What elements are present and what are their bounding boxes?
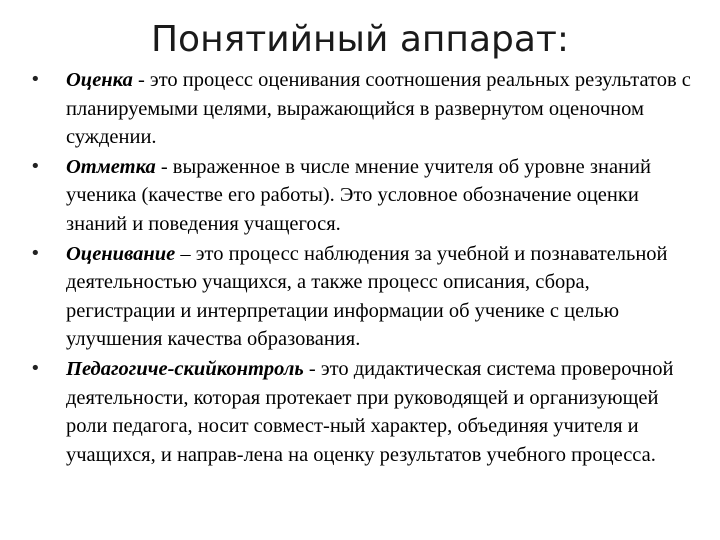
definition-term: Оценка [66,69,133,91]
definition-item-kontrol [30,355,700,469]
definition-item-otmetka [30,153,700,239]
bullet-icon: • [30,155,41,177]
definition-text: - это процесс оценивания соотношения реальных результатов с планируемыми целями, выражающийся в развернутом оценочном суждении. [66,69,691,149]
bullet-icon: • [30,242,41,264]
definitions-list [30,66,700,470]
definition-term: Педагогиче-скийконтроль [66,357,304,380]
definition-text: – это процесс наблюдения за учебной и познавательной деятельностью учащихся, а также процесс описания, сбора, регистрации и интерпретации информации об ученике с целью улучшения качества образования. [66,242,668,351]
definition-text: - выраженное в числе мнение учителя об уровне знаний ученика (качестве его работы). Это условное обозначение оценки знаний и поведения учащегося. [66,155,651,235]
definition-term: Оценивание [66,242,176,265]
slide-title: Понятийный аппарат: [150,19,570,60]
definition-text: - это дидактическая система проверочной деятельности, которая протекает при руководящей и организующей роли педагога, носит совмест-ный характер, объединяя учителя и учащихся, и направ-лена на оценку результатов учебного процесса. [66,357,674,466]
definition-item-otsenivanie [30,240,700,354]
bullet-icon: • [30,69,41,90]
bullet-icon: • [30,357,41,379]
definition-item-otsenka [30,66,700,152]
definition-term: Отметка [66,155,156,178]
